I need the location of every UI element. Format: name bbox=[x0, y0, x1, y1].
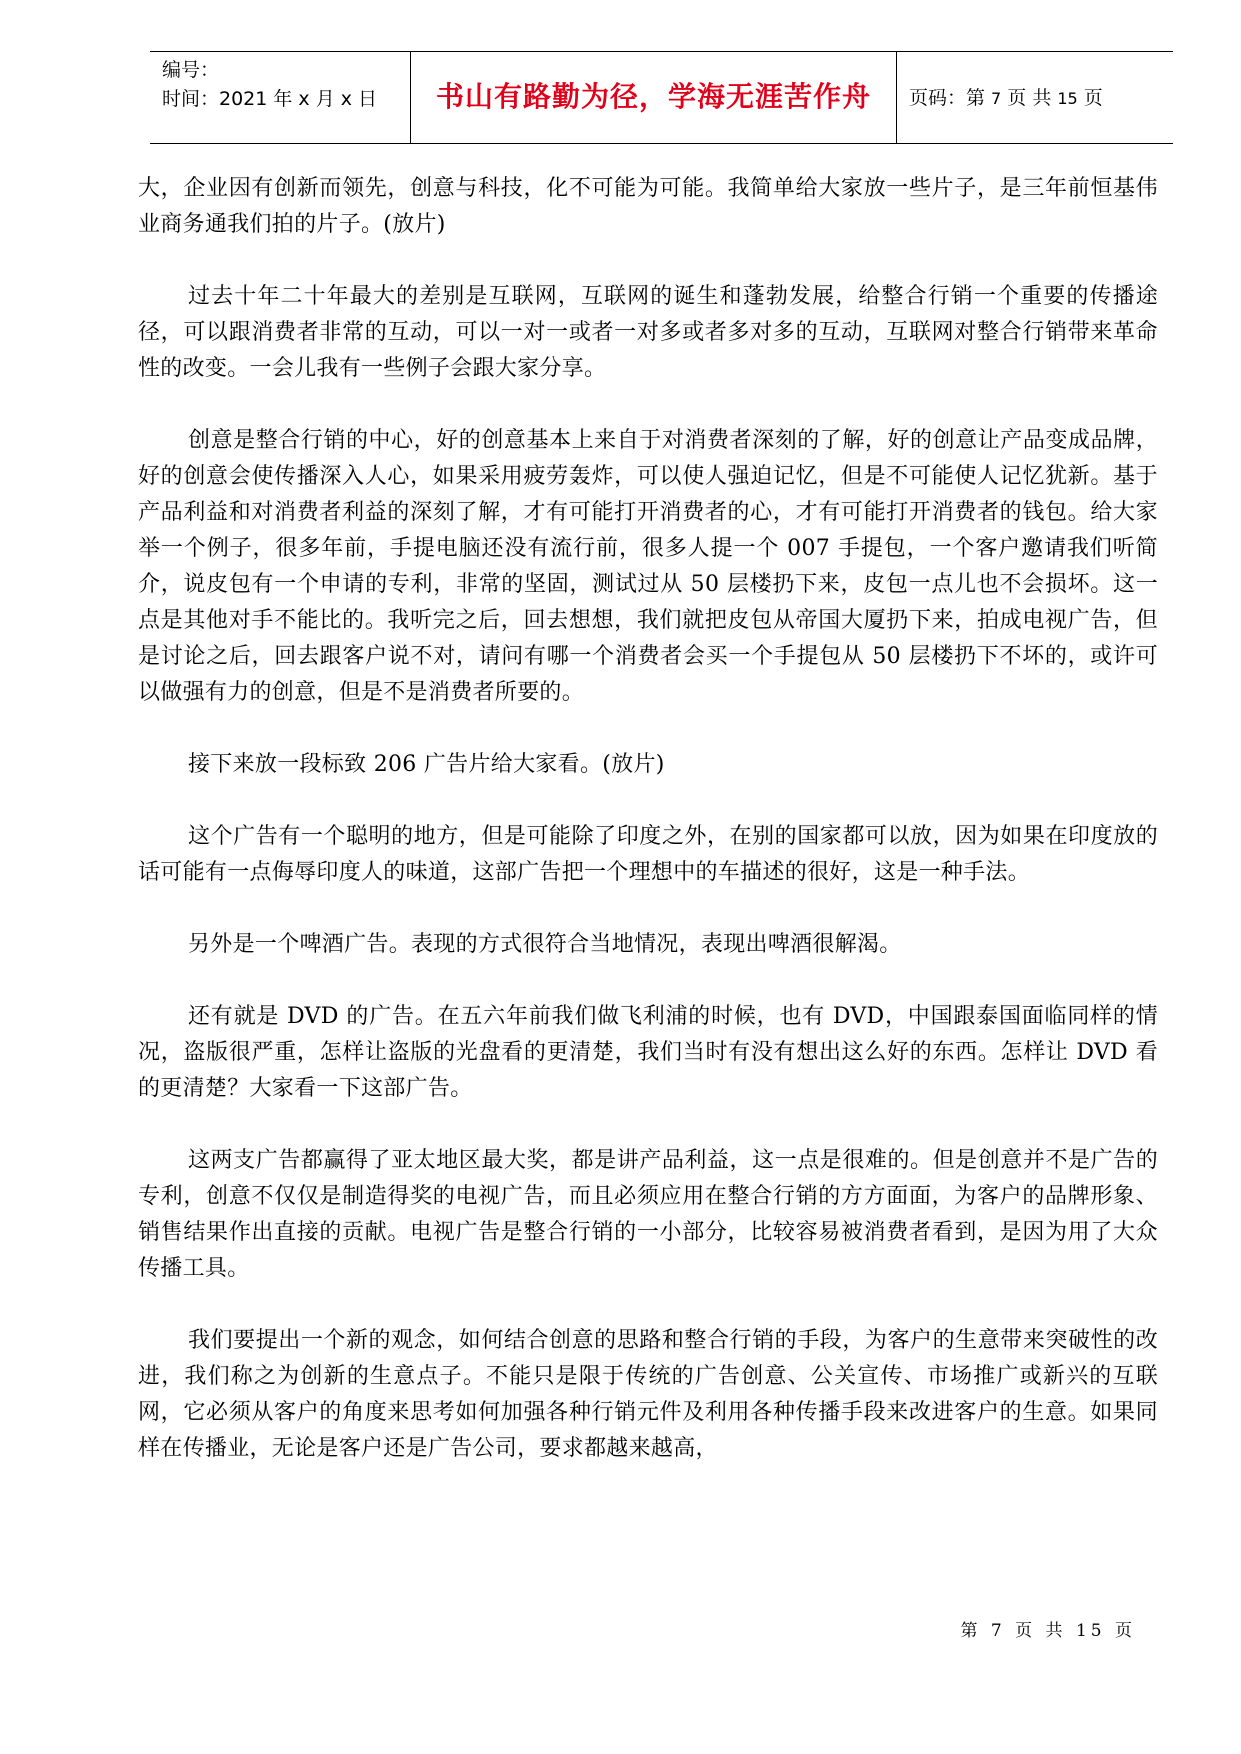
page-total: 15 bbox=[1057, 89, 1078, 108]
page-middle: 页 共 bbox=[1001, 87, 1058, 109]
paragraph: 过去十年二十年最大的差别是互联网，互联网的诞生和蓬勃发展，给整合行销一个重要的传播途径，可以跟消费者非常的互动，可以一对一或者一对多或者多对多的互动，互联网对整合行销带来革命性的改变。一会儿我有一些例子会跟大家分享。 bbox=[138, 284, 1158, 381]
page-prefix: 页码：第 bbox=[909, 87, 992, 109]
header-motto: 书山有路勤为径，学海无涯苦作舟 bbox=[410, 52, 897, 143]
paragraph: 接下来放一段标致 206 广告片给大家看。(放片) bbox=[188, 752, 665, 777]
paragraph: 这两支广告都赢得了亚太地区最大奖，都是讲产品利益，这一点是很难的。但是创意并不是广告的专利，创意不仅仅是制造得奖的电视广告，而且必须应用在整合行销的方方面面，为客户的品牌形象、销售结果作出直接的贡献。电视广告是整合行销的一小部分，比较容易被消费者看到，是因为用了大众传播工具。 bbox=[138, 1148, 1158, 1281]
paragraph: 另外是一个啤酒广告。表现的方式很符合当地情况，表现出啤酒很解渴。 bbox=[188, 932, 902, 957]
header-page-number bbox=[897, 52, 1173, 143]
page-header bbox=[150, 51, 1173, 144]
paragraph: 这个广告有一个聪明的地方，但是可能除了印度之外，在别的国家都可以放，因为如果在印度放的话可能有一点侮辱印度人的味道，这部广告把一个理想中的车描述的很好，这是一种手法。 bbox=[138, 824, 1158, 885]
paragraph: 还有就是 DVD 的广告。在五六年前我们做飞利浦的时候，也有 DVD，中国跟泰国面临同样的情况，盗版很严重，怎样让盗版的光盘看的更清楚，我们当时有没有想出这么好的东西。怎样让 DVD 看的更清楚？大家看一下这部广告。 bbox=[138, 1004, 1158, 1101]
header-info bbox=[150, 52, 410, 143]
paragraph: 创意是整合行销的中心，好的创意基本上来自于对消费者深刻的了解，好的创意让产品变成品牌，好的创意会使传播深入人心，如果采用疲劳轰炸，可以使人强迫记忆，但是不可能使人记忆犹新。基于产品利益和对消费者利益的深刻了解，才有可能打开消费者的心，才有可能打开消费者的钱包。给大家举一个例子，很多年前，手提电脑还没有流行前，很多人提一个 007 手提包，一个客户邀请我们听简介，说皮包有一个申请的专利，非常的坚固，测试过从 50 层楼扔下来，皮包一点儿也不会损坏。这一点是其他对手不能比的。我听完之后，回去想想，我们就把皮包从帝国大厦扔下来，拍成电视广告，但是讨论之后，回去跟客户说不对，请问有哪一个消费者会买一个手提包从 50 层楼扔下不坏的，或许可以做强有力的创意，但是不是消费者所要的。 bbox=[138, 428, 1158, 705]
document-number-label: 编号： bbox=[162, 59, 220, 81]
page-footer: 第 7 页 共 15 页 bbox=[960, 1621, 1136, 1641]
paragraph-continued: 大，企业因有创新而领先，创意与科技，化不可能为可能。我简单给大家放一些片子，是三年前恒基伟业商务通我们拍的片子。(放片) bbox=[138, 176, 1158, 237]
document-date-label: 时间：2021 年 x 月 x 日 bbox=[162, 88, 378, 110]
document-body bbox=[138, 171, 1158, 1503]
page-current: 7 bbox=[991, 89, 1002, 108]
page-suffix: 页 bbox=[1077, 87, 1103, 109]
paragraph: 我们要提出一个新的观念，如何结合创意的思路和整合行销的手段，为客户的生意带来突破性的改进，我们称之为创新的生意点子。不能只是限于传统的广告创意、公关宣传、市场推广或新兴的互联网，它必须从客户的角度来思考如何加强各种行销元件及利用各种传播手段来改进客户的生意。如果同样在传播业，无论是客户还是广告公司，要求都越来越高， bbox=[138, 1328, 1158, 1461]
